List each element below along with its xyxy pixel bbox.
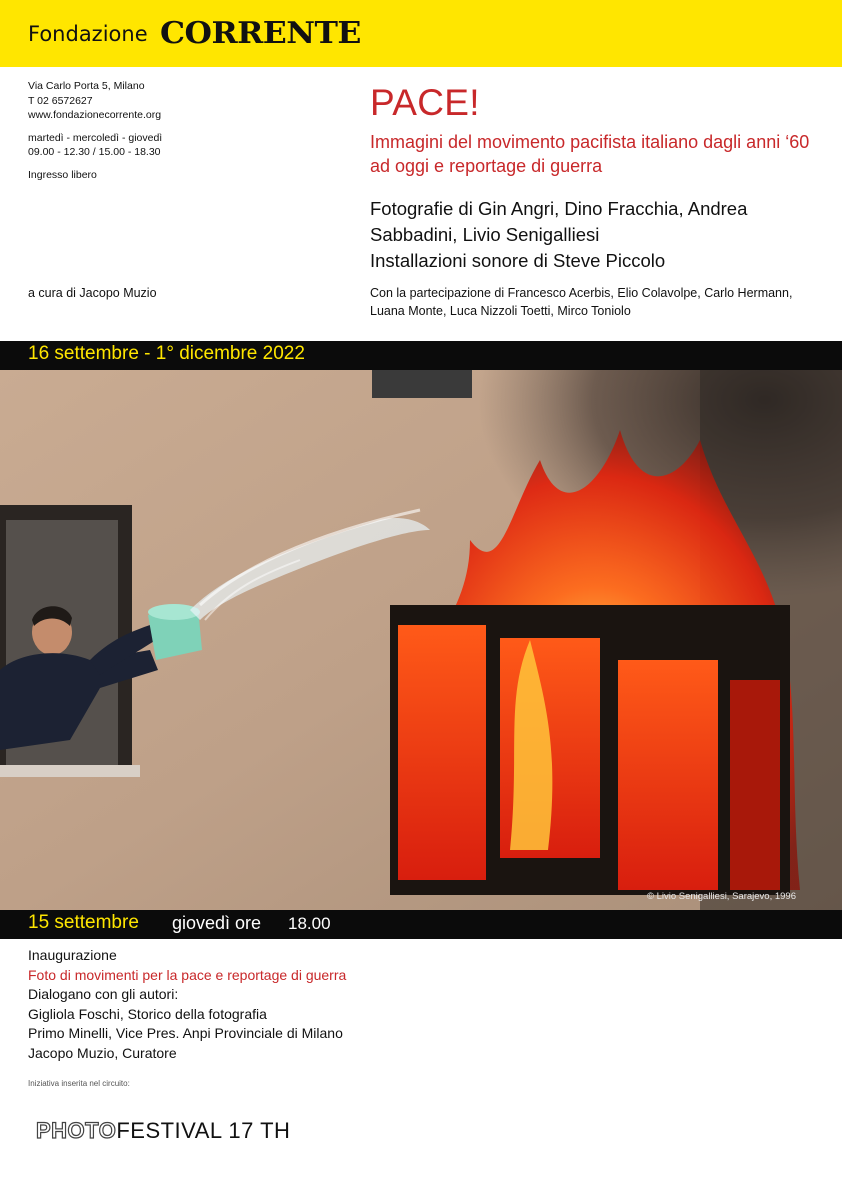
opening-day: giovedì ore: [172, 913, 262, 933]
photo-credit: © Livio Senigalliesi, Sarajevo, 1996: [646, 891, 796, 902]
speaker: Gigliola Foschi, Storico della fotografia: [28, 1005, 267, 1022]
address: Via Carlo Porta 5, Milano: [28, 80, 145, 92]
date-bar: [0, 341, 842, 370]
exhibition-subtitle: Immagini del movimento pacifista italiano dagli anni ‘60 ad oggi e reportage di guerra: [370, 132, 810, 176]
brand-logo-text: CORRENTE: [160, 16, 361, 51]
event-label: Inaugurazione: [28, 947, 117, 963]
fire-photo-illustration: [0, 370, 842, 910]
opening-hours: 09.00 - 12.30 / 15.00 - 18.30: [28, 146, 161, 158]
sound-installations: Installazioni sonore di Steve Piccolo: [370, 250, 666, 271]
exhibition-title: PACE!: [370, 82, 480, 123]
admission: Ingresso libero: [28, 168, 97, 181]
festival-logo-outline: PHOTO: [36, 1118, 117, 1143]
opening-days: martedì - mercoledì - giovedì: [28, 131, 163, 144]
date-range: 16 settembre - 1° dicembre 2022: [28, 343, 305, 364]
festival-logo-solid: FESTIVAL 17 TH: [116, 1118, 291, 1143]
circuit-note: Iniziativa inserita nel circuito:: [28, 1079, 130, 1088]
event-intro: Dialogano con gli autori:: [28, 986, 179, 1002]
photographers: [370, 196, 820, 274]
header-bar: [0, 0, 842, 67]
hero-photo: [0, 370, 842, 910]
speaker: Jacopo Muzio, Curatore: [28, 1044, 177, 1061]
participants: Con la partecipazione di Francesco Acerbis, Elio Colavolpe, Carlo Hermann, Luana Monte, Luca Nizzoli Toetti, Mirco Toniolo: [370, 286, 793, 318]
opening-date: 15 settembre: [28, 912, 139, 933]
venue-info: [28, 79, 328, 182]
photographers-list: Fotografie di Gin Angri, Dino Fracchia, Andrea Sabbadini, Livio Senigalliesi: [370, 198, 748, 245]
curator: a cura di Jacopo Muzio: [28, 286, 157, 300]
website-link[interactable]: www.fondazionecorrente.org: [28, 109, 162, 121]
photofestival-logo: [36, 1118, 290, 1144]
event-details: [28, 946, 528, 1063]
opening-time: 18.00: [288, 914, 331, 933]
speaker: Primo Minelli, Vice Pres. Anpi Provinciale di Milano: [28, 1025, 343, 1041]
event-topic: Foto di movimenti per la pace e reportage di guerra: [28, 966, 347, 983]
brand-prefix: Fondazione: [28, 22, 148, 46]
phone: T 02 6572627: [28, 94, 93, 107]
opening-bar: [0, 910, 842, 939]
